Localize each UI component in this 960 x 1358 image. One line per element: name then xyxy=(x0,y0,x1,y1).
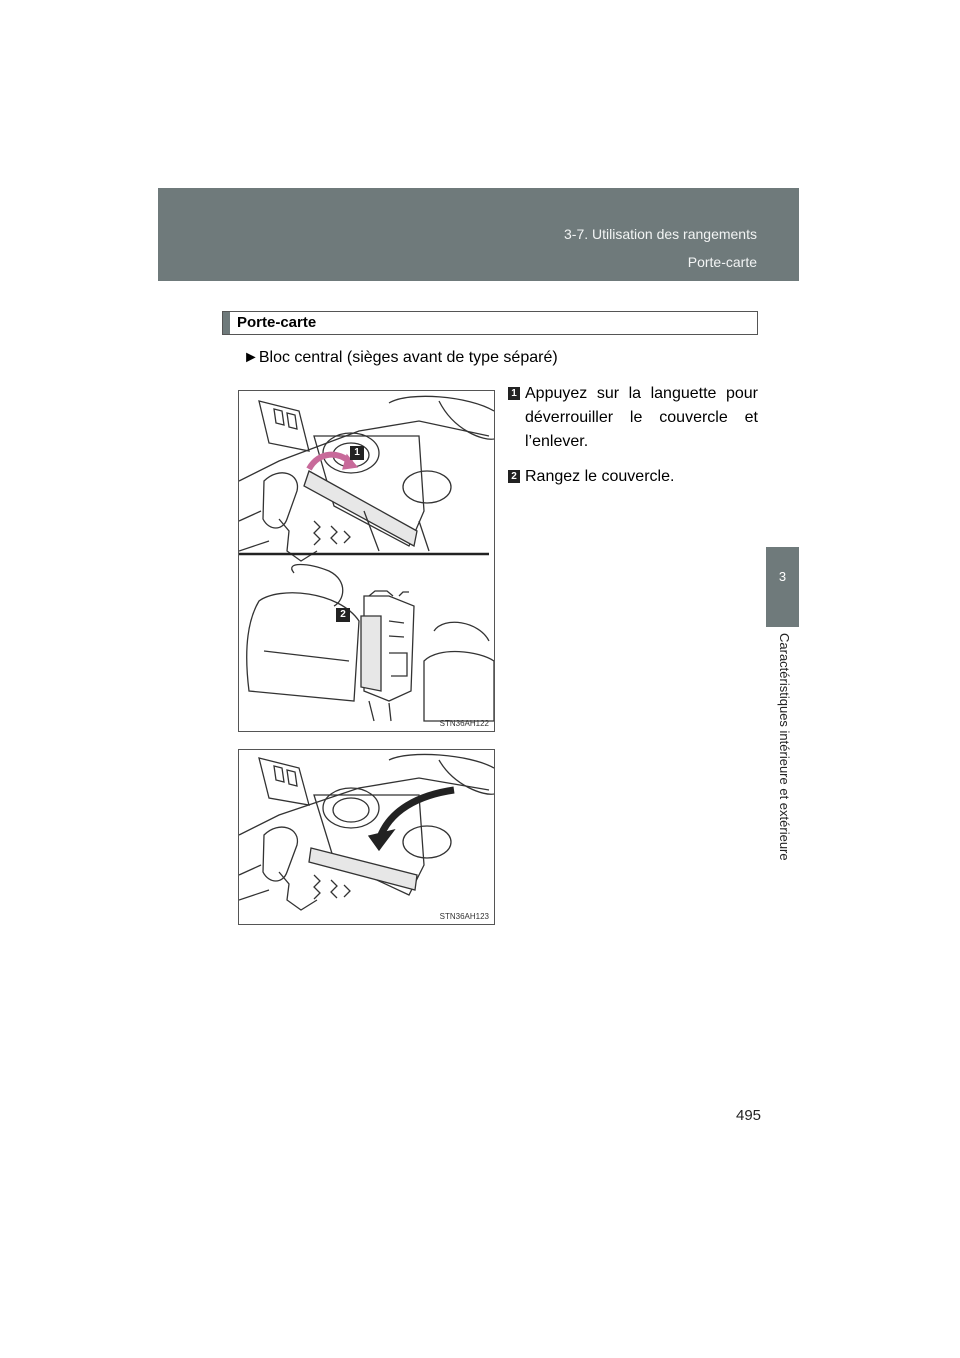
figure-code: STN36AH122 xyxy=(439,719,489,728)
bullet-text: ►Bloc central (sièges avant de type séparé) xyxy=(243,349,558,366)
callout-2: 2 xyxy=(336,608,350,622)
section-title: Porte-carte xyxy=(237,314,317,331)
page-header xyxy=(158,188,799,281)
chapter-title: 3-7. Utilisation des rangements xyxy=(564,226,757,242)
page-number: 495 xyxy=(736,1107,762,1124)
section-heading xyxy=(222,311,758,335)
step-list xyxy=(508,382,758,489)
step-1 xyxy=(508,382,758,454)
chapter-label-text: Caractéristiques intérieure et extérieure xyxy=(776,633,792,861)
header-subtitle: Porte-carte xyxy=(687,254,757,270)
step-2-text: Rangez le couvercle. xyxy=(525,468,675,485)
chapter-vertical-label xyxy=(766,633,799,903)
console-illustration-2 xyxy=(239,750,494,924)
section-heading-bar xyxy=(223,312,230,334)
figure-code: STN36AH123 xyxy=(439,912,489,921)
chapter-side-tab xyxy=(766,281,799,1358)
chapter-number-box xyxy=(766,547,799,627)
callout-1: 1 xyxy=(350,446,364,460)
figure-console-store xyxy=(238,749,495,925)
chapter-number: 3 xyxy=(778,569,787,584)
step-1-text: Appuyez sur la languette pour déverrouiller le couvercle et l’enlever. xyxy=(525,385,758,450)
step-2 xyxy=(508,465,758,489)
step-2-number: 2 xyxy=(508,470,520,483)
figure-console-unlock xyxy=(238,390,495,732)
console-illustration-1 xyxy=(239,391,494,731)
step-1-number: 1 xyxy=(508,387,520,400)
